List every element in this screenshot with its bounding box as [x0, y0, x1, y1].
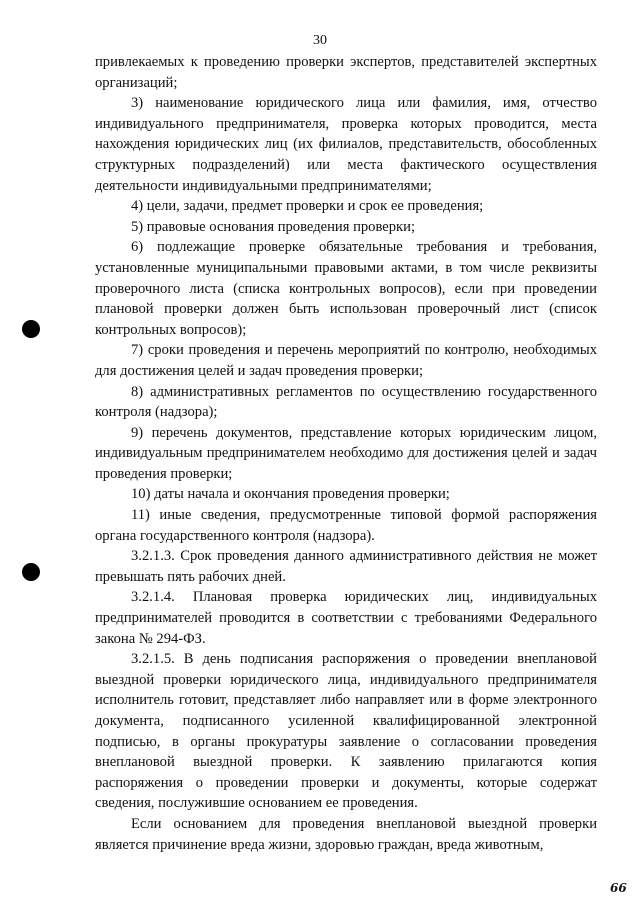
- paragraph: 3) наименование юридического лица или фамилия, имя, отчество индивидуального предпринимателя, проверка которых проводится, места нахождения юридических лиц (их филиалов, представительств, обособленных структурных подразделений) или места фактического осуществления деятельности индивидуальными предпринимателями;: [95, 95, 597, 194]
- paragraph: 3.2.1.5. В день подписания распоряжения о проведении внеплановой выездной проверки юридического лица, индивидуального предпринимателя исполнитель готовит, представляет либо направляет или в форме электронного документа, подписанного усиленной квалифицированной электронной подписью, в органы прокуратуры заявление о согласовании проведения внеплановой выездной проверки. К заявлению прилагаются копия распоряжения о проведении проверки и документы, которые содержат сведения, послужившие основанием ее проведения.: [95, 651, 597, 812]
- page-number: 30: [313, 33, 327, 48]
- paragraph: 3.2.1.4. Плановая проверка юридических лиц, индивидуальных предпринимателей проводится в соответствии с требованиями Федерального закона № 294-ФЗ.: [95, 589, 597, 647]
- paragraph: 10) даты начала и окончания проведения проверки;: [131, 486, 450, 503]
- document-body: [95, 52, 597, 855]
- paragraph: 3.2.1.3. Срок проведения данного административного действия не может превышать пять рабочих дней.: [95, 548, 597, 585]
- punch-hole-upper: [22, 320, 40, 338]
- paragraph: Если основанием для проведения внеплановой выездной проверки является причинение вреда жизни, здоровью граждан, вреда животным,: [95, 815, 597, 853]
- handwritten-page-mark: 66: [610, 881, 627, 895]
- paragraph: 11) иные сведения, предусмотренные типовой формой распоряжения органа государственного контроля (надзора).: [95, 507, 597, 544]
- paragraph: привлекаемых к проведению проверки экспертов, представителей экспертных организаций;: [95, 54, 597, 91]
- punch-hole-lower: [22, 563, 40, 581]
- paragraph: 9) перечень документов, представление которых юридическим лицом, индивидуальным предпринимателем необходимо для достижения целей и задач проведения проверки;: [95, 424, 597, 482]
- paragraph: 6) подлежащие проверке обязательные требования и требования, установленные муниципальными правовыми актами, в том числе реквизиты проверочного листа (списка контрольных вопросов), если при проведении плановой проверки должен быть использован проверочный лист (список контрольных вопросов);: [95, 239, 597, 338]
- paragraph: 4) цели, задачи, предмет проверки и срок ее проведения;: [131, 198, 484, 215]
- paragraph: 8) административных регламентов по осуществлению государственного контроля (надзора);: [95, 383, 597, 421]
- paragraph: 5) правовые основания проведения проверки;: [131, 218, 416, 235]
- paragraph: 7) сроки проведения и перечень мероприятий по контролю, необходимых для достижения целей и задач проведения проверки;: [95, 342, 597, 379]
